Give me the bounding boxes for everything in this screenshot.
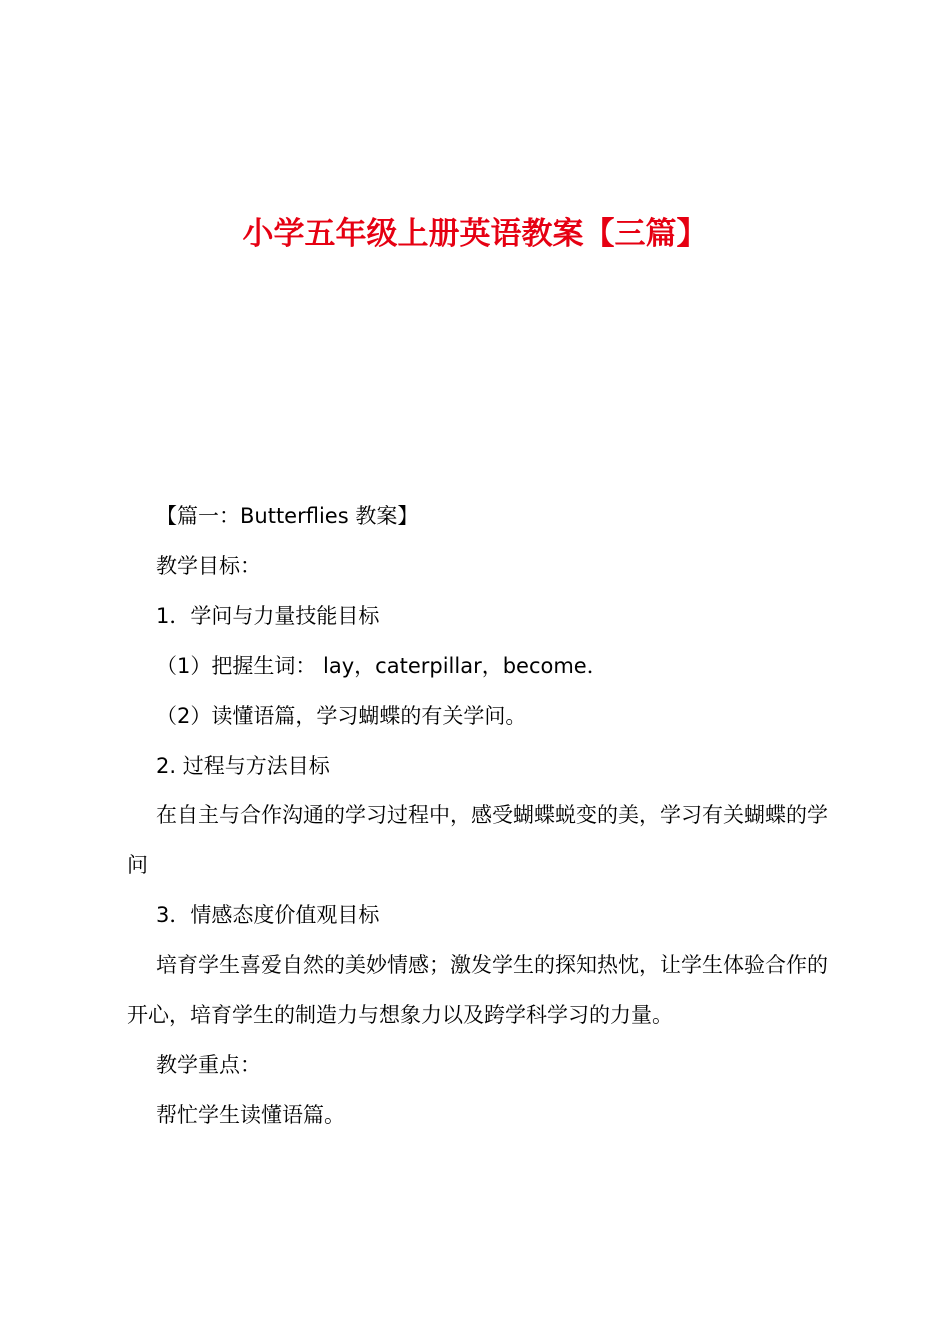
paragraph: 3．情感态度价值观目标 (156, 903, 380, 928)
paragraph: （1）把握生词： lay，caterpillar，become． (156, 653, 608, 678)
paragraph: 2. 过程与方法目标 (156, 753, 330, 778)
paragraph: 帮忙学生读懂语篇。 (156, 1102, 345, 1127)
paragraph: 培育学生喜爱自然的美妙情感；激发学生的探知热忱，让学生体验合作的开心，培育学生的制造力与想象力以及跨学科学习的力量。 (127, 953, 828, 1028)
paragraph: 1．学问与力量技能目标 (156, 603, 380, 628)
paragraph: （2）读懂语篇，学习蝴蝶的有关学问。 (156, 703, 527, 728)
document-body (127, 492, 832, 1141)
paragraph: 教学目标： (156, 553, 261, 578)
document-title: 小学五年级上册英语教案【三篇】 (242, 216, 708, 252)
paragraph: 在自主与合作沟通的学习过程中，感受蝴蝶蜕变的美，学习有关蝴蝶的学问 (127, 803, 828, 878)
section-heading: 【篇一：Butterflies 教案】 (156, 504, 419, 528)
paragraph: 教学重点： (156, 1052, 261, 1077)
